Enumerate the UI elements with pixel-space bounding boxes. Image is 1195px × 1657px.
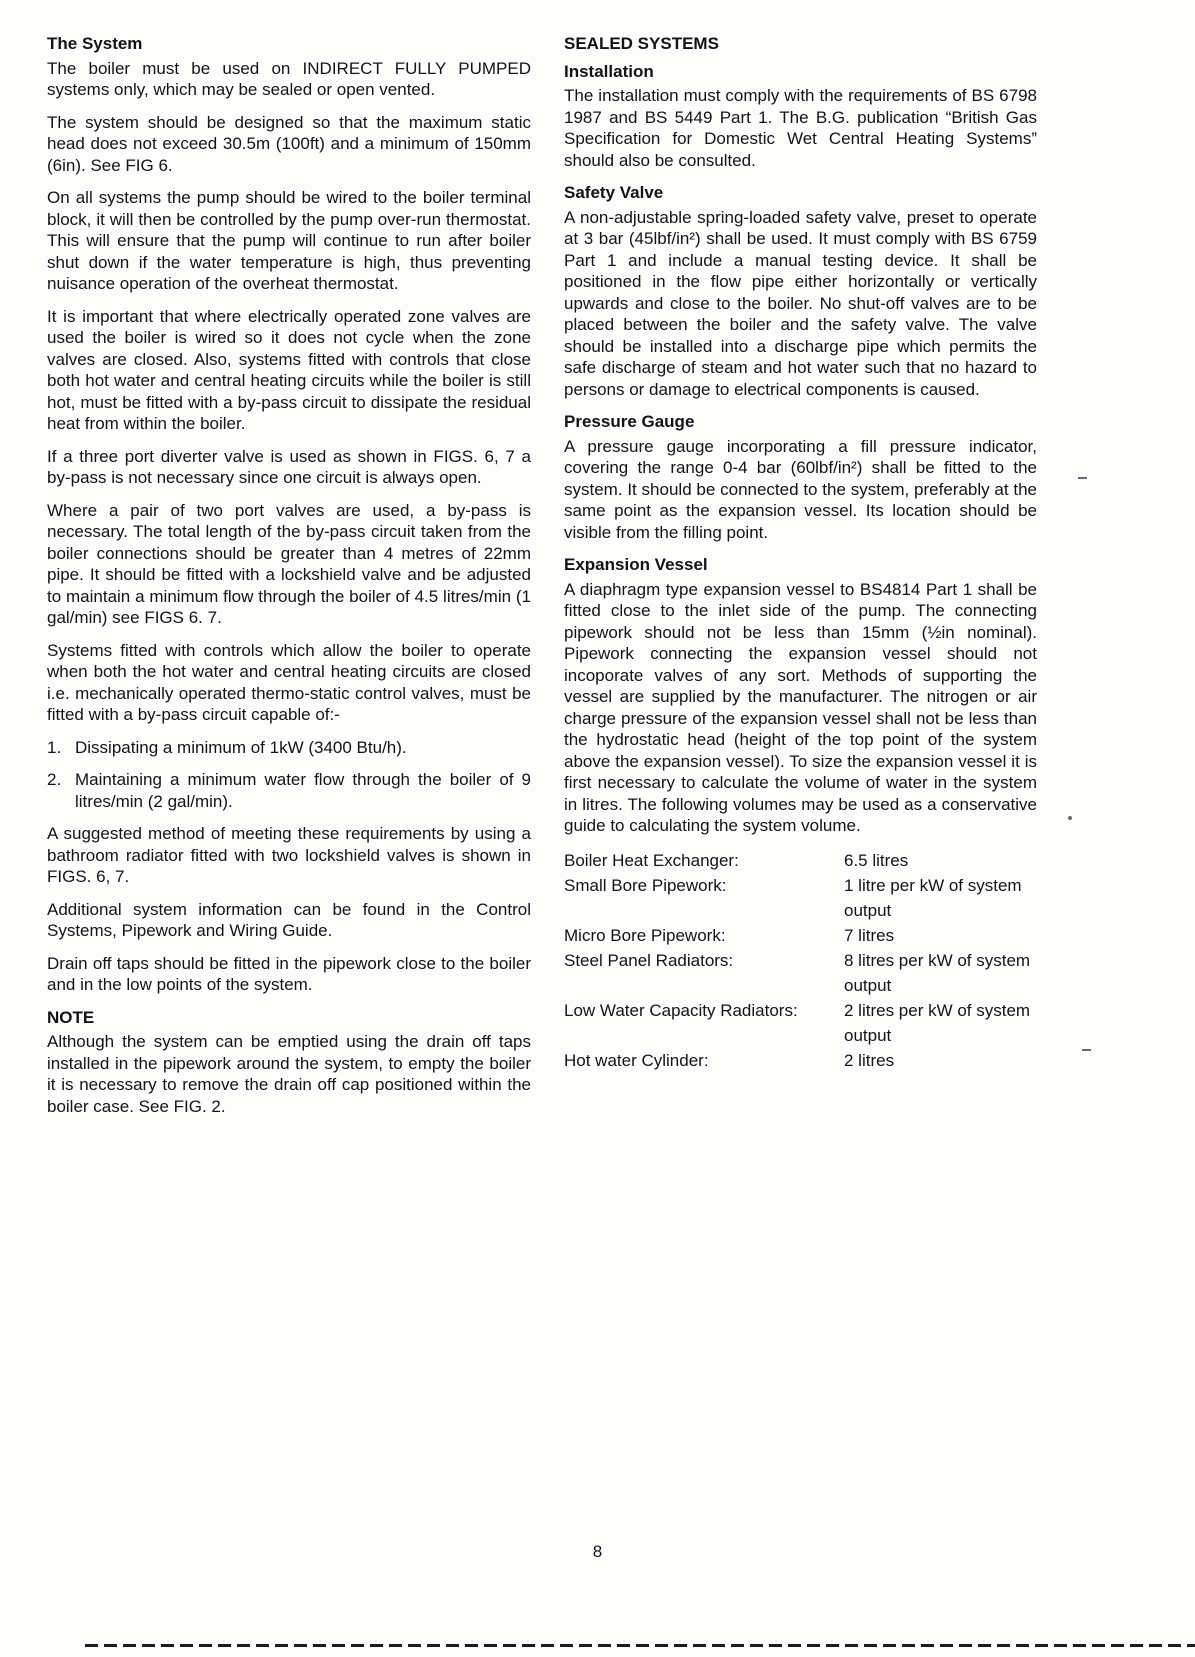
section-safety-valve: [564, 182, 1037, 400]
paragraph: Where a pair of two port valves are used, a by-pass is necessary. The total length of the by-pass circuit taken from the boiler connections should be greater than 4 metres of 22mm pipe. It should be fitted with a lockshield valve and be adjusted to maintain a minimum flow through the boiler of 4.5 litres/min (1 gal/min) see FIGS 6. 7.: [47, 500, 531, 627]
table-label: Boiler Heat Exchanger:: [564, 850, 739, 870]
paragraph: Additional system information can be found in the Control Systems, Pipework and Wiring Guide.: [47, 899, 531, 940]
paragraph: A pressure gauge incorporating a fill pressure indicator, covering the range 0-4 bar (60lbf/in²) shall be fitted to the system. It should be connected to the system, preferably at the same point as the expansion vessel. Its location should be visible from the filling point.: [564, 436, 1037, 542]
left-column: [47, 33, 531, 1128]
paragraph: A suggested method of meeting these requirements by using a bathroom radiator fitted with two lockshield valves is shown in FIGS. 6, 7.: [47, 824, 531, 886]
paragraph: The boiler must be used on INDIRECT FULLY PUMPED systems only, which may be sealed or open vented.: [47, 58, 531, 99]
table-value: 1 litre per kW of system output: [844, 875, 1022, 920]
table-label: Steel Panel Radiators:: [564, 950, 734, 970]
table-label: Micro Bore Pipework:: [564, 925, 726, 945]
section-pressure-gauge: [564, 411, 1037, 543]
section-heading-expansion-vessel: Expansion Vessel: [564, 555, 708, 574]
table-row: [564, 998, 1037, 1048]
table-value: 2 litres per kW of system output: [844, 1000, 1031, 1045]
table-row: [564, 848, 1037, 873]
scan-artifact: [1068, 816, 1072, 820]
section-heading-the-system: The System: [47, 34, 143, 53]
list-item-number: 2.: [47, 770, 62, 789]
paragraph: The installation must comply with the requirements of BS 6798 1987 and BS 5449 Part 1. The B.G. publication “British Gas Specification for Domestic Wet Central Heating Systems” should also be consulted.: [564, 86, 1037, 170]
section-installation: [564, 61, 1037, 172]
list-item-text: Maintaining a minimum water flow through the boiler of 9 litres/min (2 gal/min).: [75, 770, 531, 811]
system-volume-table: [564, 848, 1037, 1073]
section-title-sealed-systems: SEALED SYSTEMS: [564, 34, 719, 53]
table-label: Low Water Capacity Radiators:: [564, 1000, 798, 1020]
section-heading-installation: Installation: [564, 61, 654, 81]
paragraph: Although the system can be emptied using the drain off taps installed in the pipework around the system, to empty the boiler it is necessary to remove the drain off cap positioned within the boiler case. See FIG. 2.: [47, 1032, 531, 1116]
table-row: [564, 923, 1037, 948]
scan-artifact: [1082, 1049, 1091, 1051]
paragraph: It is important that where electrically operated zone valves are used the boiler is wired so it does not cycle when the zone valves are closed. Also, systems fitted with controls that close both hot water and central heating circuits while the boiler is still hot, must be fitted with a by-pass circuit to dissipate the residual heat from within the boiler.: [47, 306, 531, 433]
paragraph: If a three port diverter valve is used as shown in FIGS. 6, 7 a by-pass is not necessary since one circuit is always open.: [47, 446, 531, 487]
list-item: [47, 737, 531, 759]
paragraph: The system should be designed so that the maximum static head does not exceed 30.5m (100ft) and a minimum of 150mm (6in). See FIG 6.: [47, 112, 531, 175]
table-value: 7 litres: [844, 925, 895, 945]
scan-artifact: [1078, 477, 1087, 479]
table-value: 2 litres: [844, 1050, 895, 1070]
right-column: [564, 33, 1037, 1128]
section-heading-note: NOTE: [47, 1007, 95, 1027]
table-row: [564, 1048, 1037, 1073]
paragraph: A diaphragm type expansion vessel to BS4814 Part 1 shall be fitted close to the inlet side of the pump. The connecting pipework should not be less than 15mm (½in nominal). Pipework connecting the expansion vessel should not incoporate valves of any sort. Methods of supporting the vessel are supplied by the manufacturer. The nitrogen or air charge pressure of the expansion vessel shall not be less than the hydrostatic head (height of the top point of the system above the expansion vessel). To size the expansion vessel it is first necessary to calculate the volume of water in the system in litres. The following volumes may be used as a conservative guide to calculating the system volume.: [564, 579, 1037, 835]
paragraph: Drain off taps should be fitted in the pipework close to the boiler and in the low points of the system.: [47, 953, 531, 994]
table-row: [564, 873, 1037, 923]
table-label: Small Bore Pipework:: [564, 875, 727, 895]
list-item-text: Dissipating a minimum of 1kW (3400 Btu/h).: [75, 737, 407, 757]
page-number: 8: [592, 1542, 603, 1561]
table-value: 6.5 litres: [844, 850, 909, 870]
list-item-number: 1.: [47, 737, 62, 757]
section-expansion-vessel: [564, 554, 1037, 837]
paragraph: A non-adjustable spring-loaded safety valve, preset to operate at 3 bar (45lbf/in²) shall be used. It must comply with BS 6759 Part 1 and include a manual testing device. It shall be positioned in the flow pipe either horizontally or vertically upwards and close to the boiler. No shut-off valves are to be placed between the boiler and the safety valve. The valve should be installed into a discharge pipe which permits the safe discharge of steam and hot water such that no hazard to persons or damage to electrical components is caused.: [564, 207, 1037, 399]
paragraph: On all systems the pump should be wired to the boiler terminal block, it will then be controlled by the pump over-run thermostat. This will ensure that the pump will continue to run after boiler shut down if the water temperature is high, thus preventing nuisance operation of the overheat thermostat.: [47, 188, 531, 293]
table-row: [564, 948, 1037, 998]
list-item: [47, 769, 531, 812]
page-body: [47, 33, 1037, 1128]
page-edge-line: [85, 1644, 1195, 1647]
table-value: 8 litres per kW of system output: [844, 950, 1031, 995]
section-heading-safety-valve: Safety Valve: [564, 183, 664, 202]
section-heading-pressure-gauge: Pressure Gauge: [564, 412, 695, 431]
table-label: Hot water Cylinder:: [564, 1050, 709, 1070]
paragraph: Systems fitted with controls which allow the boiler to operate when both the hot water and central heating circuits are closed i.e. mechanically operated thermo-static control valves, must be fitted with a by-pass circuit capable of:-: [47, 640, 531, 724]
bypass-requirements-list: [47, 737, 531, 813]
